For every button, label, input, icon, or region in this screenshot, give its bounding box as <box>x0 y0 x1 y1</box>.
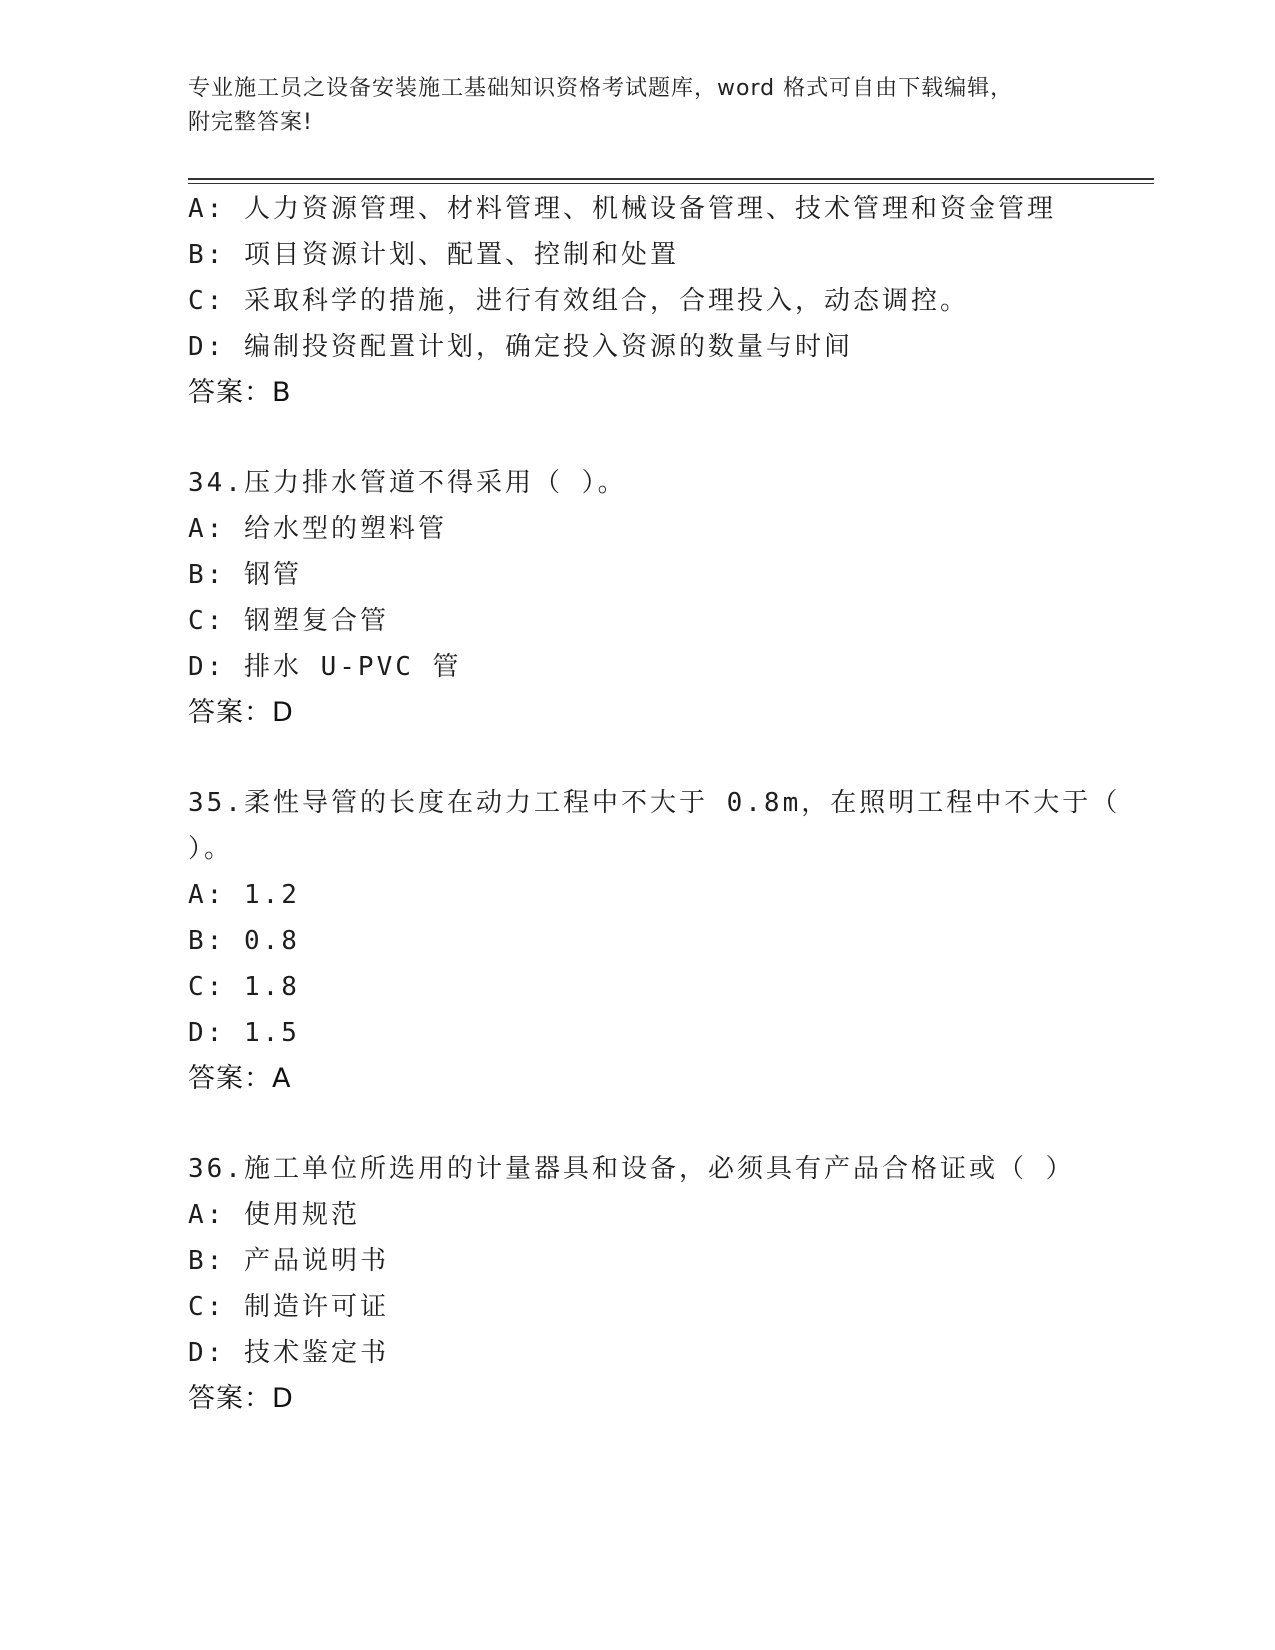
header-line-2: 附完整答案! <box>188 110 313 135</box>
question-spacer <box>188 736 1108 780</box>
answer-label: 答案：D <box>188 697 294 728</box>
option-a: A: 给水型的塑料管 <box>188 514 447 544</box>
question-36 <box>188 1146 1108 1422</box>
option-b: B: 钢管 <box>188 560 302 590</box>
question-stem-line-2: ）。 <box>188 834 234 864</box>
answer-label: 答案：A <box>188 1063 292 1094</box>
header-line-1: 专业施工员之设备安装施工基础知识资格考试题库，word 格式可自由下载编辑， <box>188 76 1014 101</box>
option-d: D: 排水 U-PVC 管 <box>188 652 462 682</box>
answer-label: 答案：B <box>188 377 292 408</box>
option-d: D: 技术鉴定书 <box>188 1338 389 1368</box>
option-b: B: 0.8 <box>188 926 300 956</box>
option-c: C: 1.8 <box>188 972 300 1002</box>
option-a: A: 人力资源管理、材料管理、机械设备管理、技术管理和资金管理 <box>188 194 1056 224</box>
question-34 <box>188 460 1108 736</box>
option-c: C: 钢塑复合管 <box>188 606 389 636</box>
option-a: A: 1.2 <box>188 880 300 910</box>
option-b: B: 产品说明书 <box>188 1246 389 1276</box>
question-stem-line-1: 35.柔性导管的长度在动力工程中不大于 0.8m，在照明工程中不大于（ <box>188 788 1121 818</box>
question-35 <box>188 780 1121 1102</box>
question-spacer <box>188 1102 1108 1146</box>
header-divider-thin <box>188 183 1154 184</box>
question-spacer <box>188 416 1108 460</box>
answer-label: 答案：D <box>188 1383 294 1414</box>
question-33 <box>188 186 1108 416</box>
option-b: B: 项目资源计划、配置、控制和处置 <box>188 240 679 270</box>
option-d: D: 编制投资配置计划，确定投入资源的数量与时间 <box>188 332 853 362</box>
question-stem: 36.施工单位所选用的计量器具和设备，必须具有产品合格证或（ ） <box>188 1154 1075 1184</box>
option-c: C: 制造许可证 <box>188 1292 389 1322</box>
option-c: C: 采取科学的措施，进行有效组合，合理投入，动态调控。 <box>188 286 969 316</box>
question-list <box>188 186 1121 1422</box>
option-d: D: 1.5 <box>188 1018 300 1048</box>
document-header <box>188 72 1088 140</box>
option-a: A: 使用规范 <box>188 1200 360 1230</box>
header-divider-thick <box>188 178 1154 180</box>
question-stem: 34.压力排水管道不得采用（ ）。 <box>188 468 627 498</box>
